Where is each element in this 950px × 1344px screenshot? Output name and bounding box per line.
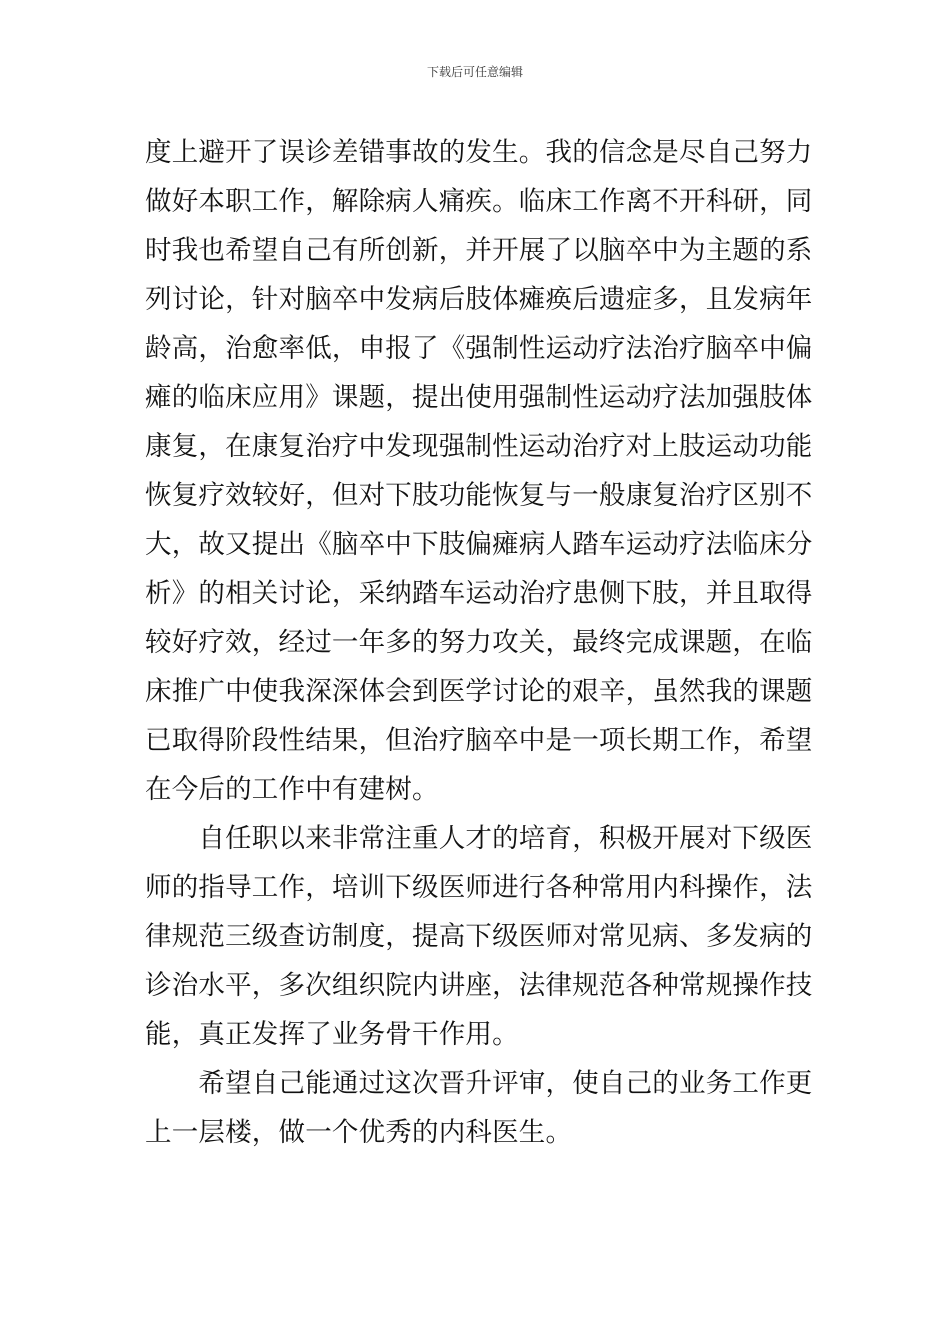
text-line: 在今后的工作中有建树。 (145, 774, 439, 805)
text-line: 度上避开了误诊差错事故的发生。我的信念是尽自己努力 (145, 137, 813, 168)
text-line: 诊治水平，多次组织院内讲座，法律规范各种常规操作技 (145, 970, 813, 1001)
document-body (145, 128, 813, 1157)
text-line: 大，故又提出《脑卒中下肢偏瘫病人踏车运动疗法临床分 (145, 529, 813, 560)
text-line: 时我也希望自己有所创新，并开展了以脑卒中为主题的系 (145, 235, 813, 266)
text-line: 康复，在康复治疗中发现强制性运动治疗对上肢运动功能 (145, 431, 813, 462)
text-line: 自任职以来非常注重人才的培育，积极开展对下级医 (145, 823, 813, 854)
paragraph (145, 1059, 813, 1157)
paragraph (145, 814, 813, 1059)
text-line: 能，真正发挥了业务骨干作用。 (145, 1019, 519, 1050)
page-header: 下载后可任意编辑 (426, 65, 523, 79)
text-line: 床推广中使我深深体会到医学讨论的艰辛，虽然我的课题 (145, 676, 813, 707)
text-line: 龄高，治愈率低，申报了《强制性运动疗法治疗脑卒中偏 (145, 333, 813, 364)
text-line: 析》的相关讨论，采纳踏车运动治疗患侧下肢，并且取得 (145, 578, 813, 609)
text-line: 列讨论，针对脑卒中发病后肢体瘫痪后遗症多，且发病年 (145, 284, 813, 315)
paragraph (145, 128, 813, 814)
text-line: 希望自己能通过这次晋升评审，使自己的业务工作更 (145, 1068, 813, 1099)
text-line: 已取得阶段性结果，但治疗脑卒中是一项长期工作，希望 (145, 725, 813, 756)
text-line: 师的指导工作，培训下级医师进行各种常用内科操作，法 (145, 872, 813, 903)
text-line: 瘫的临床应用》课题，提出使用强制性运动疗法加强肢体 (145, 382, 813, 413)
text-line: 恢复疗效较好，但对下肢功能恢复与一般康复治疗区别不 (145, 480, 813, 511)
text-line: 做好本职工作，解除病人痛疾。临床工作离不开科研，同 (145, 186, 813, 217)
text-line: 上一层楼，做一个优秀的内科医生。 (145, 1117, 573, 1148)
text-line: 较好疗效，经过一年多的努力攻关，最终完成课题，在临 (145, 627, 813, 658)
text-line: 律规范三级查访制度，提高下级医师对常见病、多发病的 (145, 921, 813, 952)
